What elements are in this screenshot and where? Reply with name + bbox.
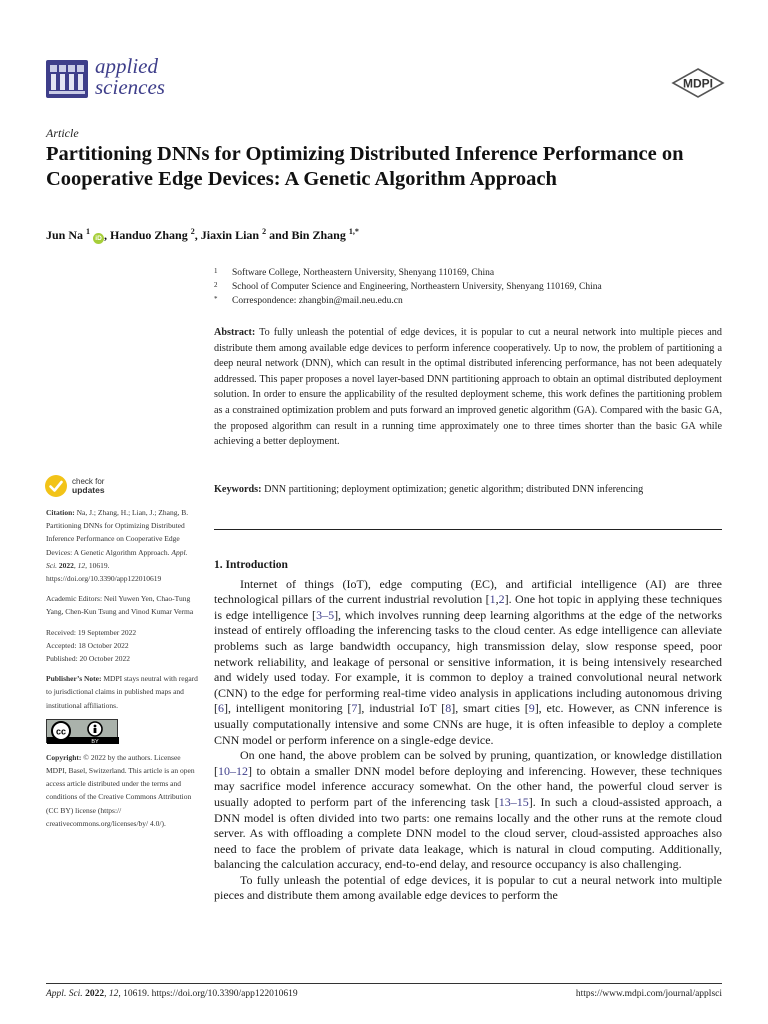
cc-by-label: BY: [91, 738, 99, 744]
article-type: Article: [46, 126, 79, 140]
journal-name: [95, 56, 165, 98]
publishers-note: Publisher’s Note: MDPI stays neutral with regard to jurisdictional claims in published maps and institutional affiliations.: [46, 674, 198, 710]
author-affil-mark: 2: [190, 227, 195, 236]
accepted-date: Accepted: 18 October 2022: [46, 640, 129, 650]
journal-name-line1: applied: [95, 54, 158, 78]
check-updates-icon: [44, 474, 68, 498]
journal-url-link[interactable]: https://www.mdpi.com/journal/applsci: [575, 989, 722, 999]
citation-ref[interactable]: 3–5: [316, 607, 335, 622]
journal-logo-icon: [46, 60, 88, 98]
mdpi-logo: [670, 68, 726, 98]
author-name[interactable]: Bin Zhang: [291, 228, 346, 242]
citation-doi-link[interactable]: https://doi.org/10.3390/app122010619: [46, 574, 162, 584]
author-name[interactable]: Jiaxin Lian: [200, 228, 260, 242]
left-sidebar: [46, 474, 198, 837]
creative-commons-icon: [47, 720, 119, 744]
citation-ref[interactable]: 6: [218, 701, 224, 716]
author-name[interactable]: Handuo Zhang: [110, 228, 188, 242]
paragraph: To fully unleash the potential of edge devices, it is popular to cut a neural network into multiple pieces and distribute them among available edge devices to perform the: [214, 872, 722, 903]
footer-citation: Appl. Sci. 2022, 12, 10619. https://doi.org/10.3390/app122010619: [46, 989, 298, 999]
author-name[interactable]: Jun Na: [46, 228, 84, 242]
article-title: Partitioning DNNs for Optimizing Distributed Inference Performance on Cooperative Edge Devices: A Genetic Algorithm Approach: [46, 143, 684, 190]
paragraph: Internet of things (IoT), edge computing (EC), and artificial intelligence (AI) are three technological pillars of the current industrial revolution [1,2]. One hot topic in applying these techniques is edge intelligence [3–5], which involves running deep learning algorithms at the edge of the networks instead of entirely offloading the inferencing tasks to the cloud center. As edge intelligence can alleviate problems such as large bandwidth occupancy, high transmission delay, slow response speed, poor network reliability, and leakage of personal or sensitive information, it is being intensively researched and widely used today. For example, it is common to deploy a trained convolutional neural network (CNN) to the edge for performing real-time video analysis in applications including autonomous driving [6], intelligent monitoring [7], industrial IoT [8], smart cities [9], etc. However, as CNN inference is usually computationally intensive and some CNNs are huge, it is often infeasible to deploy a complete CNN model or perform inference on a single-edge device.: [214, 576, 723, 747]
keywords: [214, 482, 722, 498]
keywords-divider: [214, 529, 722, 530]
citation-ref[interactable]: 13–15: [498, 794, 529, 809]
citation-ref[interactable]: 10–12: [218, 763, 248, 778]
paragraph: On one hand, the above problem can be solved by pruning, quantization, or knowledge distillation [10–12] to obtain a smaller DNN model before deploying and inferencing. However, these techniques may sacrifice model inference accuracy somewhat. On the other hand, the powerful cloud server is usually adopted to perform part of the inferencing task [13–15]. In such a cloud-assisted approach, a DNN model is often divided into two parts: one remains locally and the other runs at the remote cloud server. As with offloading a complete DNN model to the cloud server, cloud-assisted approaches also need to face the problem of private data leakage, which is natural in cloud computing. Additionally, balancing the calculation accuracy, end-to-end delay, and resource occupancy is also challenging.: [214, 748, 722, 872]
check-for-updates-button[interactable]: check for updates: [44, 474, 198, 498]
svg-text:cc: cc: [55, 726, 67, 737]
mdpi-logo-text: MDPI: [683, 76, 713, 91]
citation-ref[interactable]: 2: [498, 592, 505, 607]
citation-ref[interactable]: 7: [351, 701, 358, 716]
cc-by-license-badge[interactable]: [46, 719, 118, 743]
section-heading: 1. Introduction: [214, 559, 288, 571]
affiliation-item: 1 Software College, Northeastern University, Shenyang 110169, China: [214, 267, 495, 278]
introduction-section: [214, 558, 722, 904]
journal-name-line2: sciences: [95, 75, 165, 99]
affiliations: [214, 266, 714, 308]
journal-header: [46, 56, 726, 112]
abstract-label: Abstract:: [214, 327, 256, 338]
citation-ref[interactable]: 9: [528, 701, 535, 716]
academic-editors: Academic Editors: Neil Yuwen Yen, Chao-Tung Yang, Chen-Kun Tsung and Vinod Kumar Verma: [46, 594, 194, 617]
citation-ref[interactable]: 8: [445, 701, 452, 716]
received-date: Received: 19 September 2022: [46, 627, 137, 637]
abstract: [214, 325, 722, 450]
author-affil-mark: 1,*: [348, 227, 359, 236]
citation-ref[interactable]: 1: [489, 592, 496, 607]
orcid-icon[interactable]: iD: [93, 233, 104, 244]
author-list: Jun Na $^1$ iD , Handuo Zhang $^2$, Jiaxin Lian $^2$ and Bin Zhang $^{1,*}$: [46, 227, 359, 242]
affiliation-item: 2 School of Computer Science and Engineering, Northeastern University, Shenyang 110169, China: [214, 281, 602, 292]
keywords-text: DNN partitioning; deployment optimization; genetic algorithm; distributed DNN inferencing: [264, 484, 644, 495]
footer-divider: [46, 983, 722, 984]
author-affil-mark: 1: [86, 227, 91, 236]
author-affil-mark: 2: [262, 227, 267, 236]
keywords-label: Keywords:: [214, 484, 262, 495]
citation-block: Citation: Na, J.; Zhang, H.; Lian, J.; Zhang, B. Partitioning DNNs for Optimizing Distributed Inference Performance on Cooperative Edge Devices: A Genetic Algorithm Approach. Appl. Sci. 2022, 12, 10619. https://doi.org/10.3390/app122010619: [46, 508, 189, 584]
correspondence: * Correspondence: zhangbin@mail.neu.edu.cn: [214, 295, 403, 306]
publication-dates: [46, 626, 198, 666]
abstract-text: To fully unleash the potential of edge devices, it is popular to cut a neural network into multiple pieces and distribute them among available edge devices to perform inference cooperatively. Up to now, the problem of partitioning a deep neural network (DNN), which can result in the optimal distributed inferencing performance, has not been adequately addressed. This paper proposes a novel layer-based DNN partitioning approach to obtain an optimal distributed deployment solution. In order to ensure the applicability of the resulted deployment scheme, this work defines the partitioning problem as a constrained optimization problem and puts forward an improved genetic algorithm (GA). Compared with the basic GA, the proposed algorithm can result in a running time approximately one to three times shorter than the basic GA while achieving a better deployment.: [214, 327, 722, 448]
published-date: Published: 20 October 2022: [46, 654, 130, 664]
copyright-block: Copyright: © 2022 by the authors. Licensee MDPI, Basel, Switzerland. This article is an open access article distributed under the terms and conditions of the Creative Commons Attribution (CC BY) license (https:// creativecommons.org/licenses/by/ 4.0/).: [46, 752, 195, 828]
page-footer: [46, 989, 722, 999]
